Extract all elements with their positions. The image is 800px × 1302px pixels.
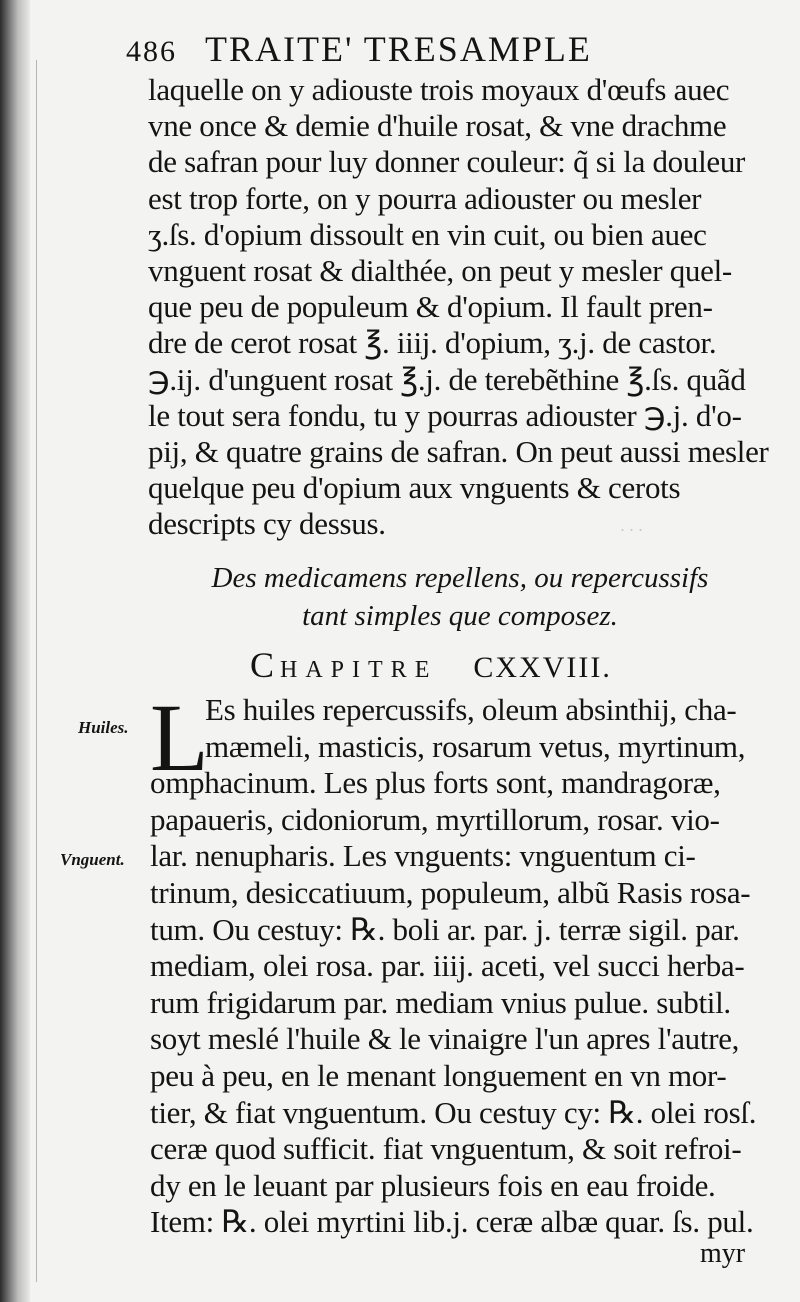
text-line: pij, & quatre grains de safran. On peut aussi mesler — [148, 434, 769, 469]
text-line: ʒ.ſs. d'opium dissoult en vin cuit, ou bien auec — [148, 216, 707, 252]
text-line: laquelle on y adiouste trois moyaux d'œufs auec — [148, 72, 730, 107]
chapter-heading — [250, 644, 612, 686]
margin-note-huiles: Huiles. — [78, 718, 129, 737]
text-line: soyt meslé l'huile & le vinaigre l'un apres l'autre, — [150, 1021, 740, 1057]
text-line: rum frigidarum par. mediam vnius pulue. subtil. — [150, 984, 731, 1020]
drop-cap: L — [150, 684, 209, 791]
text-line: omphacinum. Les plus forts sont, mandragoræ, — [150, 765, 721, 801]
gutter-edge — [36, 60, 37, 1282]
section-title-line-1: Des medicamens repellens, ou repercussifs — [211, 562, 709, 594]
text-line: tum. Ou cestuy: ℞. boli ar. par. j. terræ sigil. par. — [150, 911, 740, 947]
chapter-first-letter: C — [250, 645, 281, 685]
text-line: mæmeli, masticis, rosarum vetus, myrtinum, — [205, 728, 746, 764]
section-title-line-2: tant simples que composez. — [302, 600, 618, 632]
text-line: Item: ℞. olei myrtini lib.j. ceræ albæ quar. ſs. pul. — [150, 1204, 754, 1240]
text-line: lar. nenupharis. Les vnguents: vnguentum ci- — [150, 838, 696, 874]
text-line: de safran pour luy donner couleur: q̃ si la douleur — [148, 144, 746, 180]
text-line: dy en le leuant par plusieurs fois en eau froide. — [150, 1167, 716, 1203]
text-line: ℈.ij. d'unguent rosat ℥.j. de terebẽthine ℥.ſs. quãd — [148, 361, 746, 397]
page-gutter — [0, 0, 30, 1302]
page-number: 486 — [126, 35, 177, 68]
text-line: papaueris, cidoniorum, myrtillorum, rosar. vio- — [150, 801, 720, 837]
text-line: dre de cerot rosat ℥. iiij. d'opium, ʒ.j. de castor. — [148, 325, 717, 361]
text-line: quelque peu d'opium aux vnguents & cerots — [148, 470, 681, 506]
text-line: le tout sera fondu, tu y pourras adiouster ℈.j. d'o- — [148, 397, 742, 433]
running-head — [126, 28, 592, 70]
margin-note-vnguent: Vnguent. — [60, 850, 125, 869]
chapter-number: CXXVIII. — [473, 651, 612, 684]
text-line: mediam, olei rosa. par. iiij. aceti, vel succi herba- — [150, 948, 745, 984]
bleed-through: · · · — [620, 520, 643, 540]
running-title: TRAITE' TRESAMPLE — [205, 29, 592, 69]
text-line: ceræ quod sufficit. fiat vnguentum, & soit refroi- — [150, 1131, 742, 1167]
text-line: Es huiles repercussifs, oleum absinthij, cha- — [205, 692, 737, 727]
text-line: vne once & demie d'huile rosat, & vne drachme — [148, 108, 727, 144]
catchword: myr — [700, 1238, 746, 1269]
text-line: vnguent rosat & dialthée, on peut y mesler quel- — [148, 253, 732, 288]
text-line: peu à peu, en le menant longuement en vn mor- — [150, 1058, 727, 1093]
text-line: tier, & fiat vnguentum. Ou cestuy cy: ℞. olei rosſ. — [150, 1094, 757, 1130]
text-line: est trop forte, on y pourra adiouster ou mesler — [148, 180, 702, 216]
text-line: trinum, desiccatiuum, populeum, albũ Rasis rosa- — [150, 875, 751, 910]
text-line: que peu de populeum & d'opium. Il fault pren- — [148, 289, 713, 325]
chapter-word: HAPITRE — [280, 657, 438, 683]
text-line: descripts cy dessus. — [148, 506, 386, 542]
